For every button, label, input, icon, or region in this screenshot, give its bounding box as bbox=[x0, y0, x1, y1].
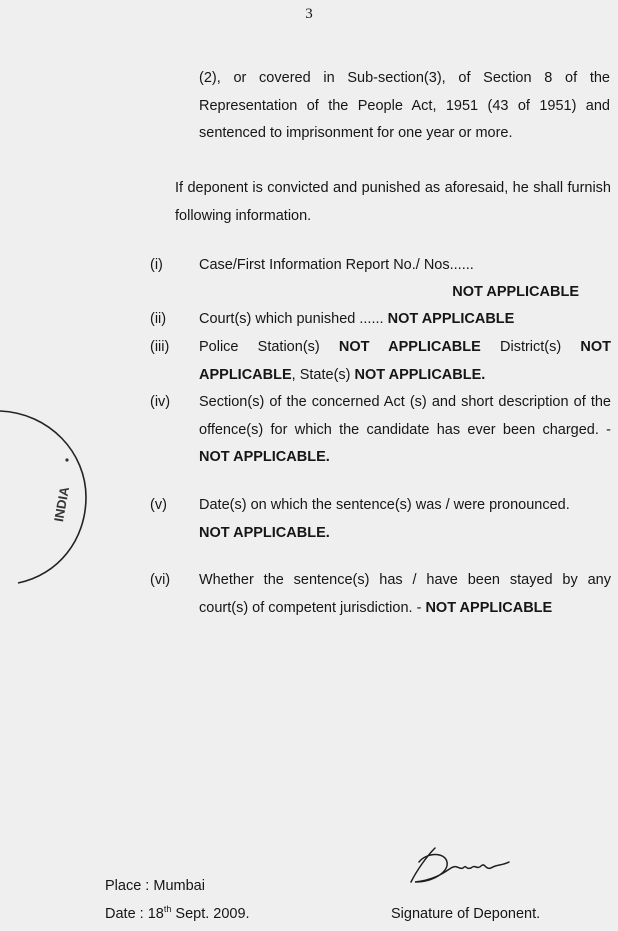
item-iii bbox=[199, 334, 611, 389]
item-iv-answer: NOT APPLICABLE. bbox=[199, 449, 330, 465]
item-iv bbox=[199, 389, 611, 472]
paragraph-conviction-info: If deponent is convicted and punished as aforesaid, he shall furnish following information. bbox=[175, 180, 611, 224]
item-iii-police-label: Police Station(s) bbox=[199, 339, 320, 355]
item-i-text: Case/First Information Report No./ Nos...... bbox=[199, 257, 474, 273]
item-v-answer: NOT APPLICABLE. bbox=[199, 524, 330, 541]
page-number: 3 bbox=[305, 6, 313, 22]
item-v-text: Date(s) on which the sentence(s) was / were pronounced. bbox=[199, 497, 570, 513]
stamp-text: INDIA bbox=[51, 485, 73, 523]
item-iv-number: (iv) bbox=[150, 394, 171, 410]
place-label: Place : bbox=[105, 878, 150, 894]
item-ii-answer: NOT APPLICABLE bbox=[387, 311, 515, 327]
item-iii-police-answer: NOT APPLICABLE bbox=[338, 339, 481, 355]
item-ii bbox=[199, 306, 611, 334]
handwritten-signature bbox=[405, 842, 520, 890]
item-iii-number: (iii) bbox=[150, 339, 170, 355]
item-v bbox=[199, 492, 611, 547]
item-vi-answer: NOT APPLICABLE bbox=[425, 599, 553, 616]
date-rest: Sept. 2009. bbox=[175, 905, 250, 922]
date-suffix: th bbox=[163, 903, 172, 914]
item-vi-text: Whether the sentence(s) has / have been stayed by any court(s) of competent jurisdiction. - bbox=[199, 572, 611, 616]
signature-label: Signature of Deponent. bbox=[391, 906, 541, 922]
date-day: 18 bbox=[147, 905, 164, 922]
place-line bbox=[105, 873, 250, 928]
item-i-answer: NOT APPLICABLE bbox=[452, 284, 579, 300]
item-v-number: (v) bbox=[150, 497, 167, 513]
stamp-partial-seal bbox=[0, 405, 95, 590]
paragraph-continuation: (2), or covered in Sub-section(3), of Section 8 of the Representation of the People Act, 1951 (43 of 1951) and sentenced to imprisonment for one year or more. bbox=[199, 70, 610, 141]
item-ii-text: Court(s) which punished ...... bbox=[199, 311, 384, 327]
item-iii-state-label: , State(s) bbox=[291, 366, 351, 383]
item-iv-text: Section(s) of the concerned Act (s) and short description of the offence(s) for which the candidate has ever been charged. - bbox=[199, 394, 611, 438]
date-label: Date : bbox=[105, 905, 144, 922]
item-vi bbox=[199, 567, 611, 622]
place-value: Mumbai bbox=[153, 878, 205, 894]
item-i-number: (i) bbox=[150, 257, 163, 273]
item-iii-district-answer: NOT APPLICABLE bbox=[199, 339, 612, 383]
item-iii-state-answer: NOT APPLICABLE. bbox=[354, 366, 486, 383]
item-ii-number: (ii) bbox=[150, 311, 167, 327]
item-iii-district-label: District(s) bbox=[500, 339, 562, 355]
item-vi-number: (vi) bbox=[150, 572, 171, 588]
